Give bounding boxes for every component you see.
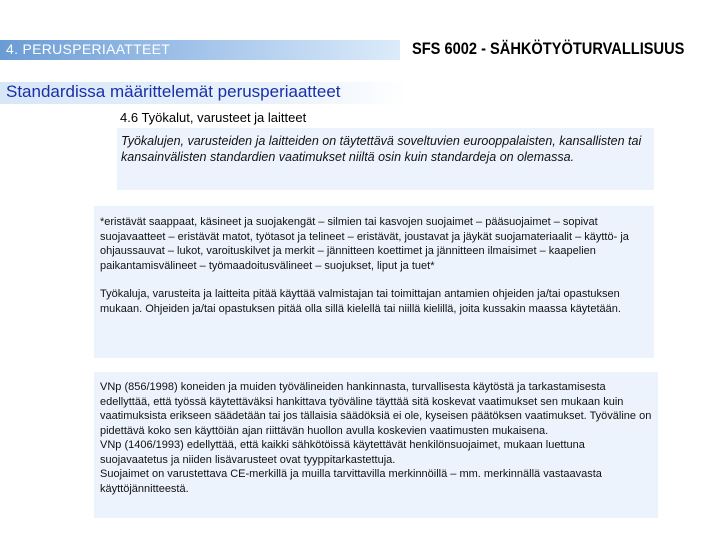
equipment-list-text: *eristävät saappaat, käsineet ja suojakengät – silmien tai kasvojen suojaimet – pääsuojaimet – sopivat suojavaatteet – eristävät matot, työtasot ja telineet – eristävät, joustavat ja jäykät suojamateriaalit – käyttö- ja ohjaussauvat – lukot, varoituskilvet ja merkit – jännitteen koettimet ja jännitteen ilmaisimet – kaapelien paikantamisvälineet – työmaadoitusvälineet – suojukset, liput ja tuet* <box>100 216 629 272</box>
page-heading: Standardissa määrittelemät perusperiaatteet <box>6 82 341 101</box>
regulation-text-box <box>94 372 658 518</box>
tools-text-box <box>94 206 654 358</box>
section-title: 4. PERUSPERIAATTEET <box>6 41 171 57</box>
subsection-heading: 4.6 Työkalut, varusteet ja laitteet <box>120 110 307 125</box>
intro-text: Työkalujen, varusteiden ja laitteiden on täytettävä soveltuvien eurooppalaisten, kansallisten tai kansainvälisten standardien vaatimukset niiltä osin kuin standardeja on olemassa. <box>121 134 642 164</box>
regulation-paragraph: VNp (1406/1993) edellyttää, että kaikki sähkötöissä käytettävät henkilönsuojaimet, mukaan luettuna suojavaatetus ja niiden lisävarusteet ovat tyyppitarkastettuja. <box>100 439 585 466</box>
intro-text-box <box>117 128 654 190</box>
usage-instruction-text: Työkaluja, varusteita ja laitteita pitää käyttää valmistajan tai toimittajan antamien ohjeiden ja/tai opastuksen mukaan. Ohjeiden ja/tai opastuksen pitää olla sillä kielellä tai niillä kielillä, joita kussakin maassa käytetään. <box>100 288 621 315</box>
document-title: SFS 6002 - SÄHKÖTYÖTURVALLISUUS <box>412 39 685 58</box>
regulation-paragraph: Suojaimet on varustettava CE-merkillä ja muilla tarvittavilla merkinnöillä – mm. merkinnällä vastaavasta käyttöjännitteestä. <box>100 468 602 495</box>
regulation-paragraph: VNp (856/1998) koneiden ja muiden työvälineiden hankinnasta, turvallisesta käytöstä ja tarkastamisesta edellyttää, että työssä käytettäväksi hankittava työväline täyttää sitä koskevat vaatimukset sen mukaan kuin vaatimuksista erikseen säädetään tai jos tällaisia säädöksiä ei ole, kyseisen päätöksen vaatimukset. Työväline on pidettävä koko sen käyttöiän ajan riittävän huollon avulla koskevien vaatimusten mukaisena. <box>100 381 652 437</box>
